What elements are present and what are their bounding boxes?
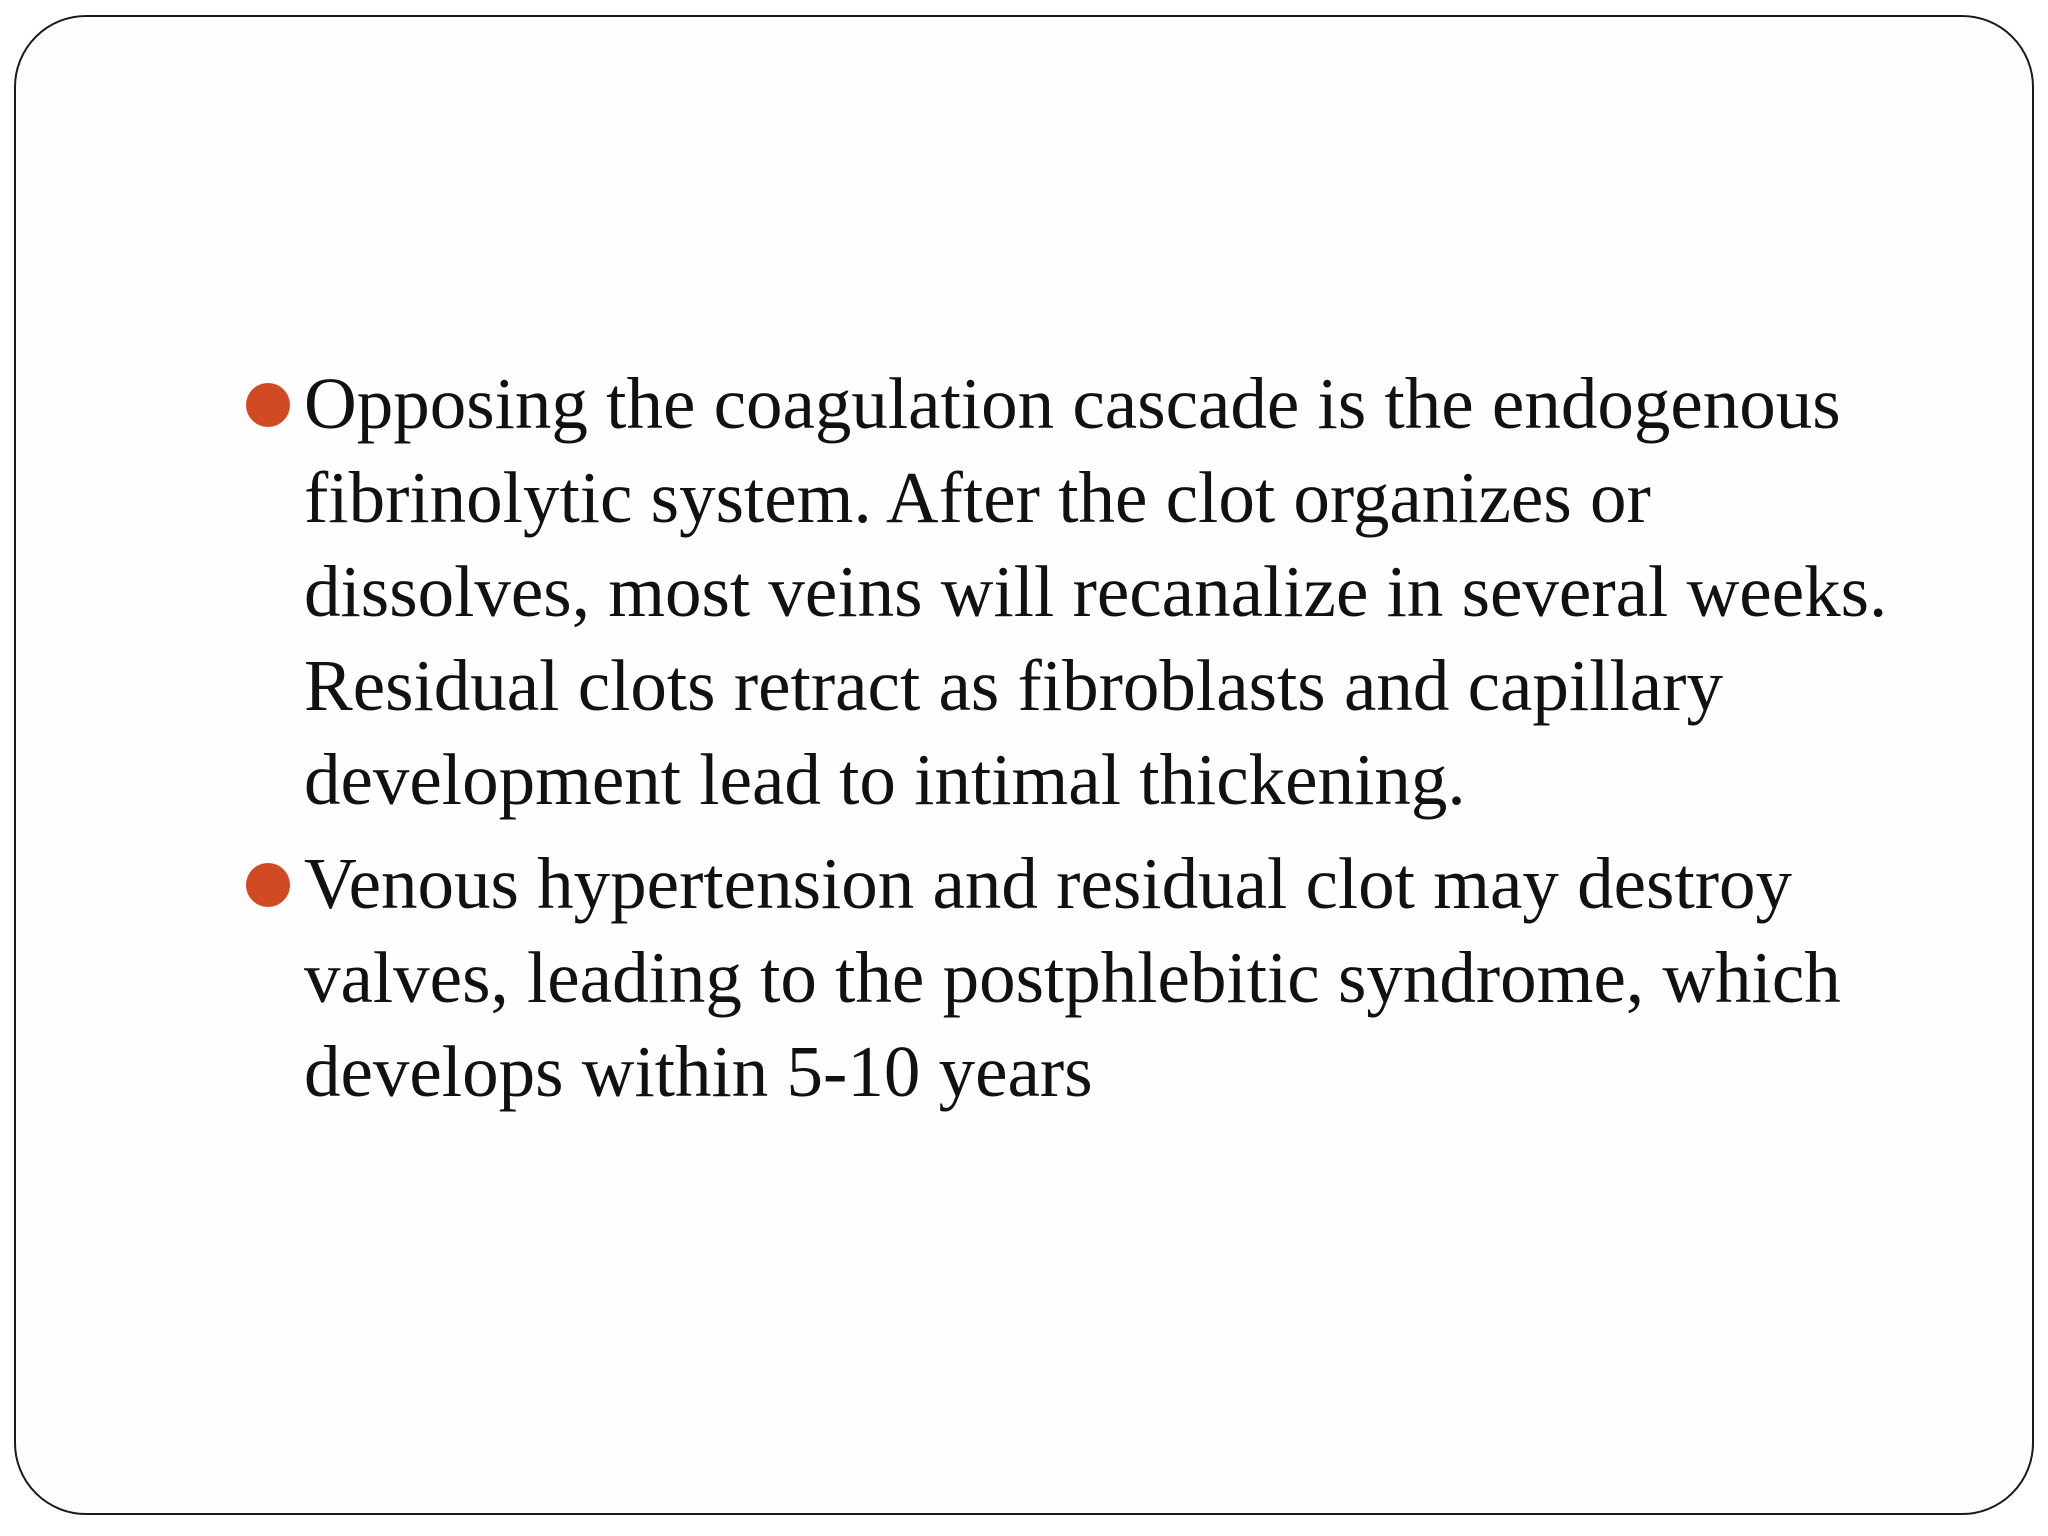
bullet-item-fibrinolytic-system [244, 357, 1944, 827]
bullet-list [244, 357, 1944, 1129]
slide-frame [14, 15, 2034, 1515]
bullet-icon [246, 863, 290, 907]
bullet-text: Opposing the coagulation cascade is the endogenous fibrinolytic system. After the clot organizes or dissolves, most veins will recanalize in several weeks. Residual clots retract as fibroblasts and capillary development lead to intimal thickening. [304, 363, 1888, 820]
bullet-icon [246, 383, 290, 427]
bullet-text: Venous hypertension and residual clot may destroy valves, leading to the postphlebitic syndrome, which develops within 5-10 years [304, 843, 1841, 1112]
bullet-item-venous-hypertension [244, 837, 1944, 1119]
